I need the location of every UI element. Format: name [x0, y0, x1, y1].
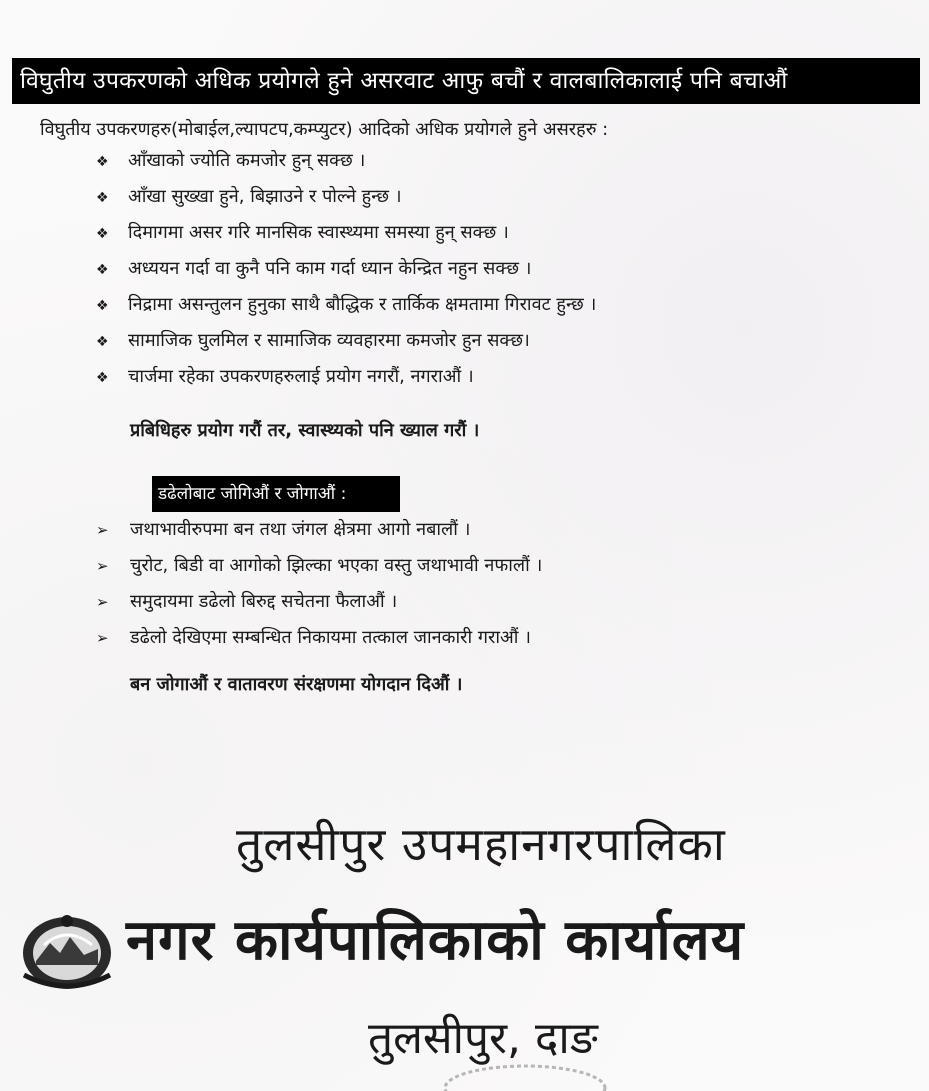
fire-heading-banner: डढेलोबाट जोगिऔं र जोगाऔं :: [152, 476, 400, 512]
municipality-name: तुलसीपुर उपमहानगरपालिका: [236, 817, 726, 871]
nepal-government-emblem-icon: [14, 905, 120, 995]
list-item-text: अध्ययन गर्दा वा कुनै पनि काम गर्दा ध्यान केन्द्रित नहुन सक्छ ।: [128, 258, 532, 279]
diamond-bullet-icon: ❖: [96, 154, 109, 170]
stamp-smudge: [440, 1062, 610, 1091]
list-item: [96, 553, 542, 589]
arrow-bullet-icon: ➢: [96, 629, 109, 647]
list-item: [96, 625, 542, 661]
list-item-text: जथाभावीरुपमा बन तथा जंगल क्षेत्रमा आगो नबालौं ।: [130, 519, 471, 540]
list-item: [96, 589, 542, 625]
list-item: [96, 328, 596, 364]
office-name: नगर कार्यपालिकाको कार्यालय: [126, 908, 745, 973]
list-item-text: समुदायमा डढेलो बिरुद्द सचेतना फैलाऔं ।: [130, 591, 398, 612]
list-item-text: दिमागमा असर गरि मानसिक स्वास्थ्यमा समस्या हुन् सक्छ ।: [128, 222, 509, 243]
list-item-text: निद्रामा असन्तुलन हुनुका साथै बौद्धिक र तार्किक क्षमतामा गिरावट हुन्छ ।: [128, 294, 597, 315]
list-item-text: सामाजिक घुलमिल र सामाजिक व्यवहारमा कमजोर हुन सक्छ।: [128, 330, 530, 351]
list-item: [96, 256, 596, 292]
diamond-bullet-icon: ❖: [96, 190, 109, 206]
list-item: [96, 148, 596, 184]
list-item: [96, 184, 596, 220]
arrow-bullet-icon: ➢: [96, 593, 109, 611]
list-item-text: डढेलो देखिएमा सम्बन्धित निकायमा तत्काल जानकारी गराऔं ।: [130, 627, 531, 648]
diamond-bullet-icon: ❖: [96, 226, 109, 242]
list-item: [96, 517, 542, 553]
list-item-text: चुरोट, बिडी वा आगोको झिल्का भएका वस्तु जथाभावी नफालौं ।: [130, 555, 543, 576]
notice-title-banner: विघुतीय उपकरणको अधिक प्रयोगले हुने असरवाट आफु बचौं र वालबालिकालाई पनि बचाऔं: [12, 58, 920, 104]
diamond-bullet-icon: ❖: [96, 262, 109, 278]
list-item: [96, 292, 596, 328]
list-item-text: आँखा सुख्खा हुने, बिझाउने र पोल्ने हुन्छ ।: [128, 186, 402, 207]
diamond-bullet-icon: ❖: [96, 298, 109, 314]
fire-list: [96, 517, 542, 661]
effects-intro: विघुतीय उपकरणहरु(मोबाईल,ल्यापटप,कम्प्युटर) आदिको अधिक प्रयोगले हुने असरहरु :: [40, 119, 609, 140]
diamond-bullet-icon: ❖: [96, 334, 109, 350]
list-item: [96, 364, 596, 400]
arrow-bullet-icon: ➢: [96, 557, 109, 575]
effects-note: प्रबिधिहरु प्रयोग गरौं तर, स्वास्थ्यको पनि ख्याल गरौं ।: [130, 420, 480, 441]
list-item: [96, 220, 596, 256]
fire-note: बन जोगाऔं र वातावरण संरक्षणमा योगदान दिऔं ।: [130, 674, 463, 695]
list-item-text: चार्जमा रहेका उपकरणहरुलाई प्रयोग नगरौं, नगराऔं ।: [128, 366, 474, 387]
list-item-text: आँखाको ज्योति कमजोर हुन् सक्छ ।: [128, 150, 366, 171]
effects-list: [96, 148, 596, 400]
diamond-bullet-icon: ❖: [96, 370, 109, 386]
arrow-bullet-icon: ➢: [96, 521, 109, 539]
office-location: तुलसीपुर, दाङ: [368, 1013, 598, 1064]
